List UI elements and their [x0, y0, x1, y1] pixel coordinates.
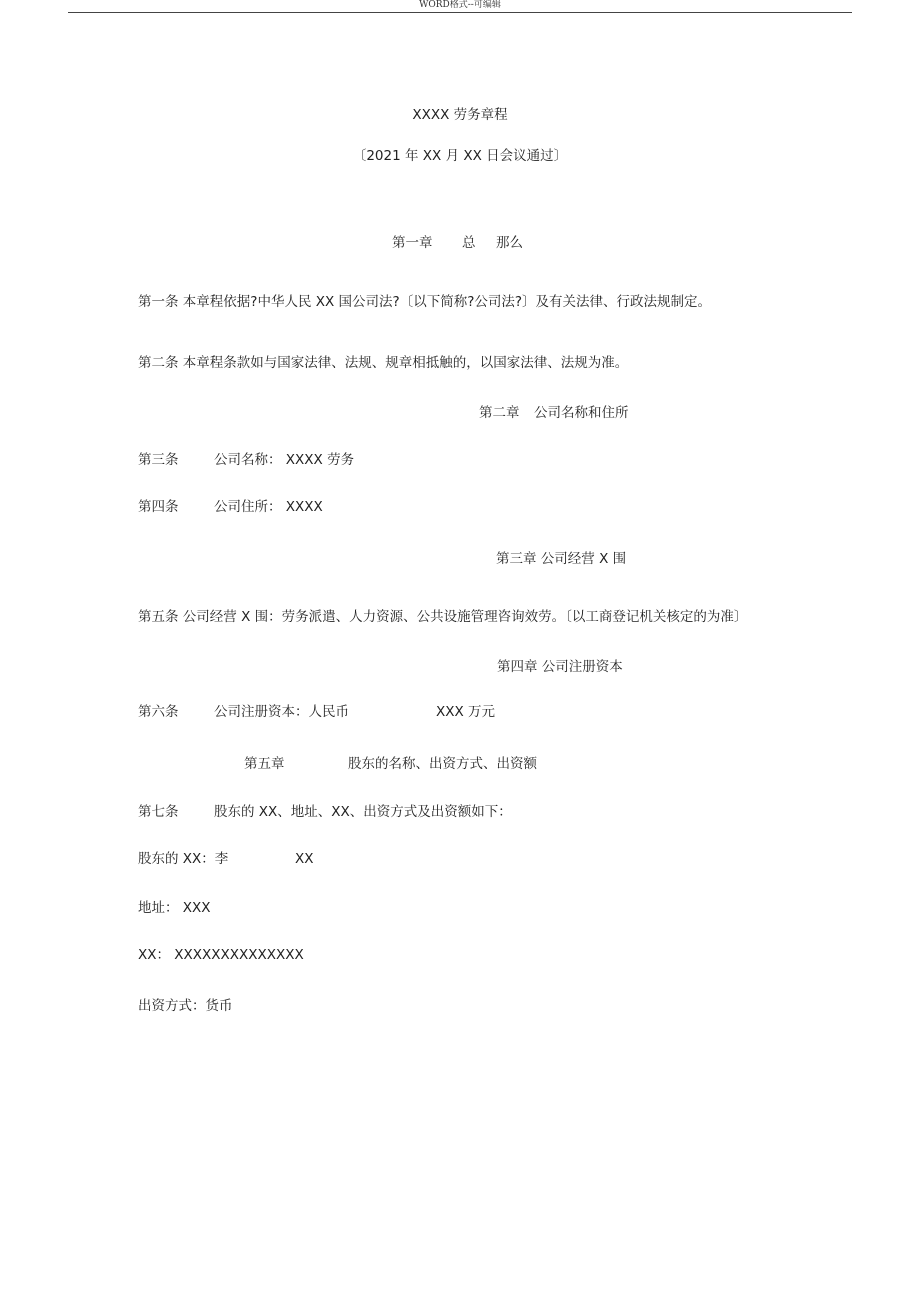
article3-text: 公司名称： XXXX 劳务 [214, 452, 355, 468]
article6-amount: XXX 万元 [436, 704, 496, 720]
chapter5-title: 股东的名称、出资方式、出资额 [348, 756, 537, 772]
shareholder-name-label: 股东的 XX：李 [138, 851, 229, 867]
chapter4-heading: 第四章 公司注册资本 [497, 659, 623, 675]
chapter1-label: 第一章 [392, 235, 433, 251]
chapter5-label: 第五章 [244, 756, 285, 772]
article6-label: 第六条 [138, 704, 179, 720]
chapter2-label: 第二章 [479, 405, 520, 421]
chapter2-title: 公司名称和住所 [534, 405, 629, 421]
chapter1-title-part2: 那么 [496, 235, 523, 251]
shareholder-id: XX： XXXXXXXXXXXXXX [138, 947, 304, 963]
article7-text: 股东的 XX、地址、XX、出资方式及出资额如下： [214, 804, 512, 820]
contribution-method: 出资方式：货币 [138, 998, 233, 1014]
shareholder-name-value: XX [295, 851, 314, 867]
article6-text: 公司注册资本：人民币 [214, 704, 349, 720]
header-rule [68, 12, 852, 13]
article2: 第二条 本章程条款如与国家法律、法规、规章相抵触的，以国家法律、法规为准。 [138, 355, 629, 371]
article7-label: 第七条 [138, 804, 179, 820]
article5: 第五条 公司经营 X 围：劳务派遣、人力资源、公共设施管理咨询效劳。〔以工商登记机关核定的为准〕 [138, 609, 748, 625]
page-header: WORD格式--可编辑 [419, 0, 501, 10]
chapter3-heading: 第三章 公司经营 X 围 [496, 551, 627, 567]
document-title: XXXX 劳务章程 [412, 107, 508, 123]
article4-text: 公司住所： XXXX [214, 499, 323, 515]
chapter1-title-part1: 总 [462, 235, 476, 251]
article4-label: 第四条 [138, 499, 179, 515]
article3-label: 第三条 [138, 452, 179, 468]
shareholder-address: 地址： XXX [138, 900, 211, 916]
document-subtitle: 〔2021 年 XX 月 XX 日会议通过〕 [352, 148, 568, 164]
article1: 第一条 本章程依据?中华人民 XX 国公司法?〔以下简称?公司法?〕及有关法律、行政法规制定。 [138, 294, 712, 310]
